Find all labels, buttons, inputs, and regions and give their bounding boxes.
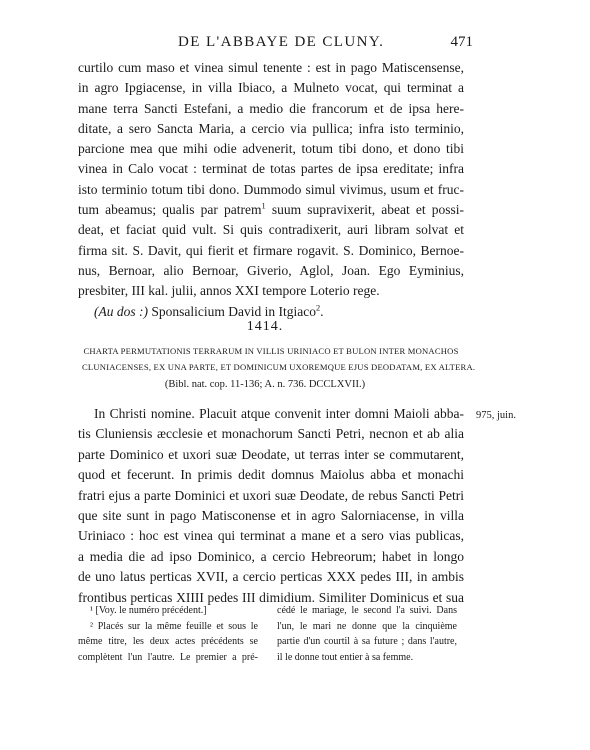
- charter-source: (Bibl. nat. cop. 11-136; A. n. 736. DCCLXVII.): [164, 379, 366, 390]
- footnote-line: complètent l'un l'autre. Le premier a pré-: [78, 651, 258, 663]
- text-line: que site sunt in pago Matisconense et in agro Salorniacense, in villa: [78, 508, 464, 524]
- text-line: nus, Bernoar, alio Bernoar, Giverio, Aglol, Joan. Ego Eyminius,: [78, 262, 464, 278]
- text-line-with-footnote: [78, 200, 464, 220]
- text-line: In Christi nomine. Placuit atque convenit inter domni Maioli abba-: [94, 406, 464, 421]
- text-line: isto terminio totum tibi dono. Dummodo simul vivimus, usum et fruc-: [78, 181, 464, 197]
- footnote-ref[interactable]: 2: [315, 303, 321, 313]
- text-line: frontibus perticas XIIII pedes III dimidium. Similiter Dominicus et sua: [78, 589, 464, 605]
- text-fragment: suum supravixerit, abeat et possi-: [265, 202, 464, 218]
- text-line: curtilo cum maso et vinea simul tenente : est in pago Matiscensense,: [78, 60, 464, 75]
- footnote-line: ¹ [Voy. le numéro précédent.]: [90, 605, 207, 616]
- dorsal-text: Sponsalicium David in Itgiaco: [148, 303, 316, 319]
- text-fragment: tum abeamus; qualis par patrem: [78, 202, 262, 218]
- text-line: fratri ejus a parte Dominici et uxori suæ Deodate, de rebus Sancti Petri: [78, 487, 464, 503]
- text-line: de uno latus perticas XVII, a cercio perticas XXX pedes III, in ambis: [78, 569, 464, 585]
- text-line: ditate, a sero Sancta Maria, a cercio via pullica; infra isto terminio,: [78, 120, 464, 136]
- footnote-line: même titre, les deux actes précédents se: [78, 636, 258, 647]
- text-line: Uriniaco : hoc est vinea qui terminat a mane et a sero vias publicas,: [78, 528, 464, 544]
- text-line: in agro Ipgiacense, in villa Ibiaco, a Mulneto vocat, qui terminat a: [78, 80, 464, 96]
- footnote-ref[interactable]: 1: [261, 201, 266, 211]
- footnote-line: il le donne tout entier à sa femme.: [277, 651, 414, 663]
- charter-text: [78, 404, 464, 608]
- page-number: 471: [450, 34, 473, 50]
- footnotes-right-column: [277, 603, 457, 665]
- charter-title-line: CLUNIACENSES, EX UNA PARTE, ET DOMINICUM UXOREMQUE EJUS DEODATAM, EX ALTERA.: [82, 361, 476, 372]
- margin-date: 975, juin.: [476, 410, 516, 421]
- running-title: DE L'ABBAYE DE CLUNY.: [178, 34, 385, 50]
- text-line: presbiter, III kal. julii, annos XXI tempore Loterio rege.: [78, 283, 380, 299]
- page-header: [0, 34, 590, 54]
- charter-title: [82, 344, 476, 375]
- dorsal-label: (Au dos :): [94, 303, 148, 319]
- text-line: a media die ad ipso Dominico, a cercio Hebreorum; habet in longo: [78, 548, 464, 564]
- text-line: parcione mea que mihi odie advenerit, totum tibi dono, et dono tibi: [78, 141, 464, 157]
- footnote-line: cédé le mariage, le second l'a suivi. Dans: [277, 605, 457, 616]
- text-line: deat, et faciat quid vult. Si quis contradixerit, auri libram solvat et: [78, 222, 464, 238]
- footnote-line: partie d'un courtil à sa future ; dans l'autre,: [277, 636, 457, 647]
- text-line: mane terra Sancti Estefani, a medio die francorum et de ipsa here-: [78, 100, 464, 116]
- text-line: parte Dominico et uxori suæ Deodate, ut terras inter se commutarent,: [78, 446, 464, 462]
- preceding-charter-text: [78, 58, 464, 322]
- text-line: quod et fecerunt. In primis dedit domnus Maiolus abba et monachi: [78, 467, 464, 483]
- text-line: tis Cluniensis æcclesie et monachorum Sancti Petri, necnon et ab alia: [78, 426, 464, 442]
- charter-number: 1414.: [246, 319, 284, 334]
- footnote-line: l'un, le mari ne donne que la cinquième: [277, 620, 457, 632]
- footnote-line: ² Placés sur la même feuille et sous le: [90, 620, 258, 632]
- footnotes-left-column: [78, 603, 258, 665]
- charter-title-line: CHARTA PERMUTATIONIS TERRARUM IN VILLIS URINIACO ET BULON INTER MONACHOS: [83, 346, 459, 356]
- dorsal-end: .: [320, 303, 324, 319]
- text-line: firma sit. S. Davit, qui fierit et firmare rogavit. S. Dominico, Bernoe-: [78, 242, 464, 258]
- text-line: vinea in Calo vocat : terminat de totas partes de ipsa ereditate; infra: [78, 161, 464, 177]
